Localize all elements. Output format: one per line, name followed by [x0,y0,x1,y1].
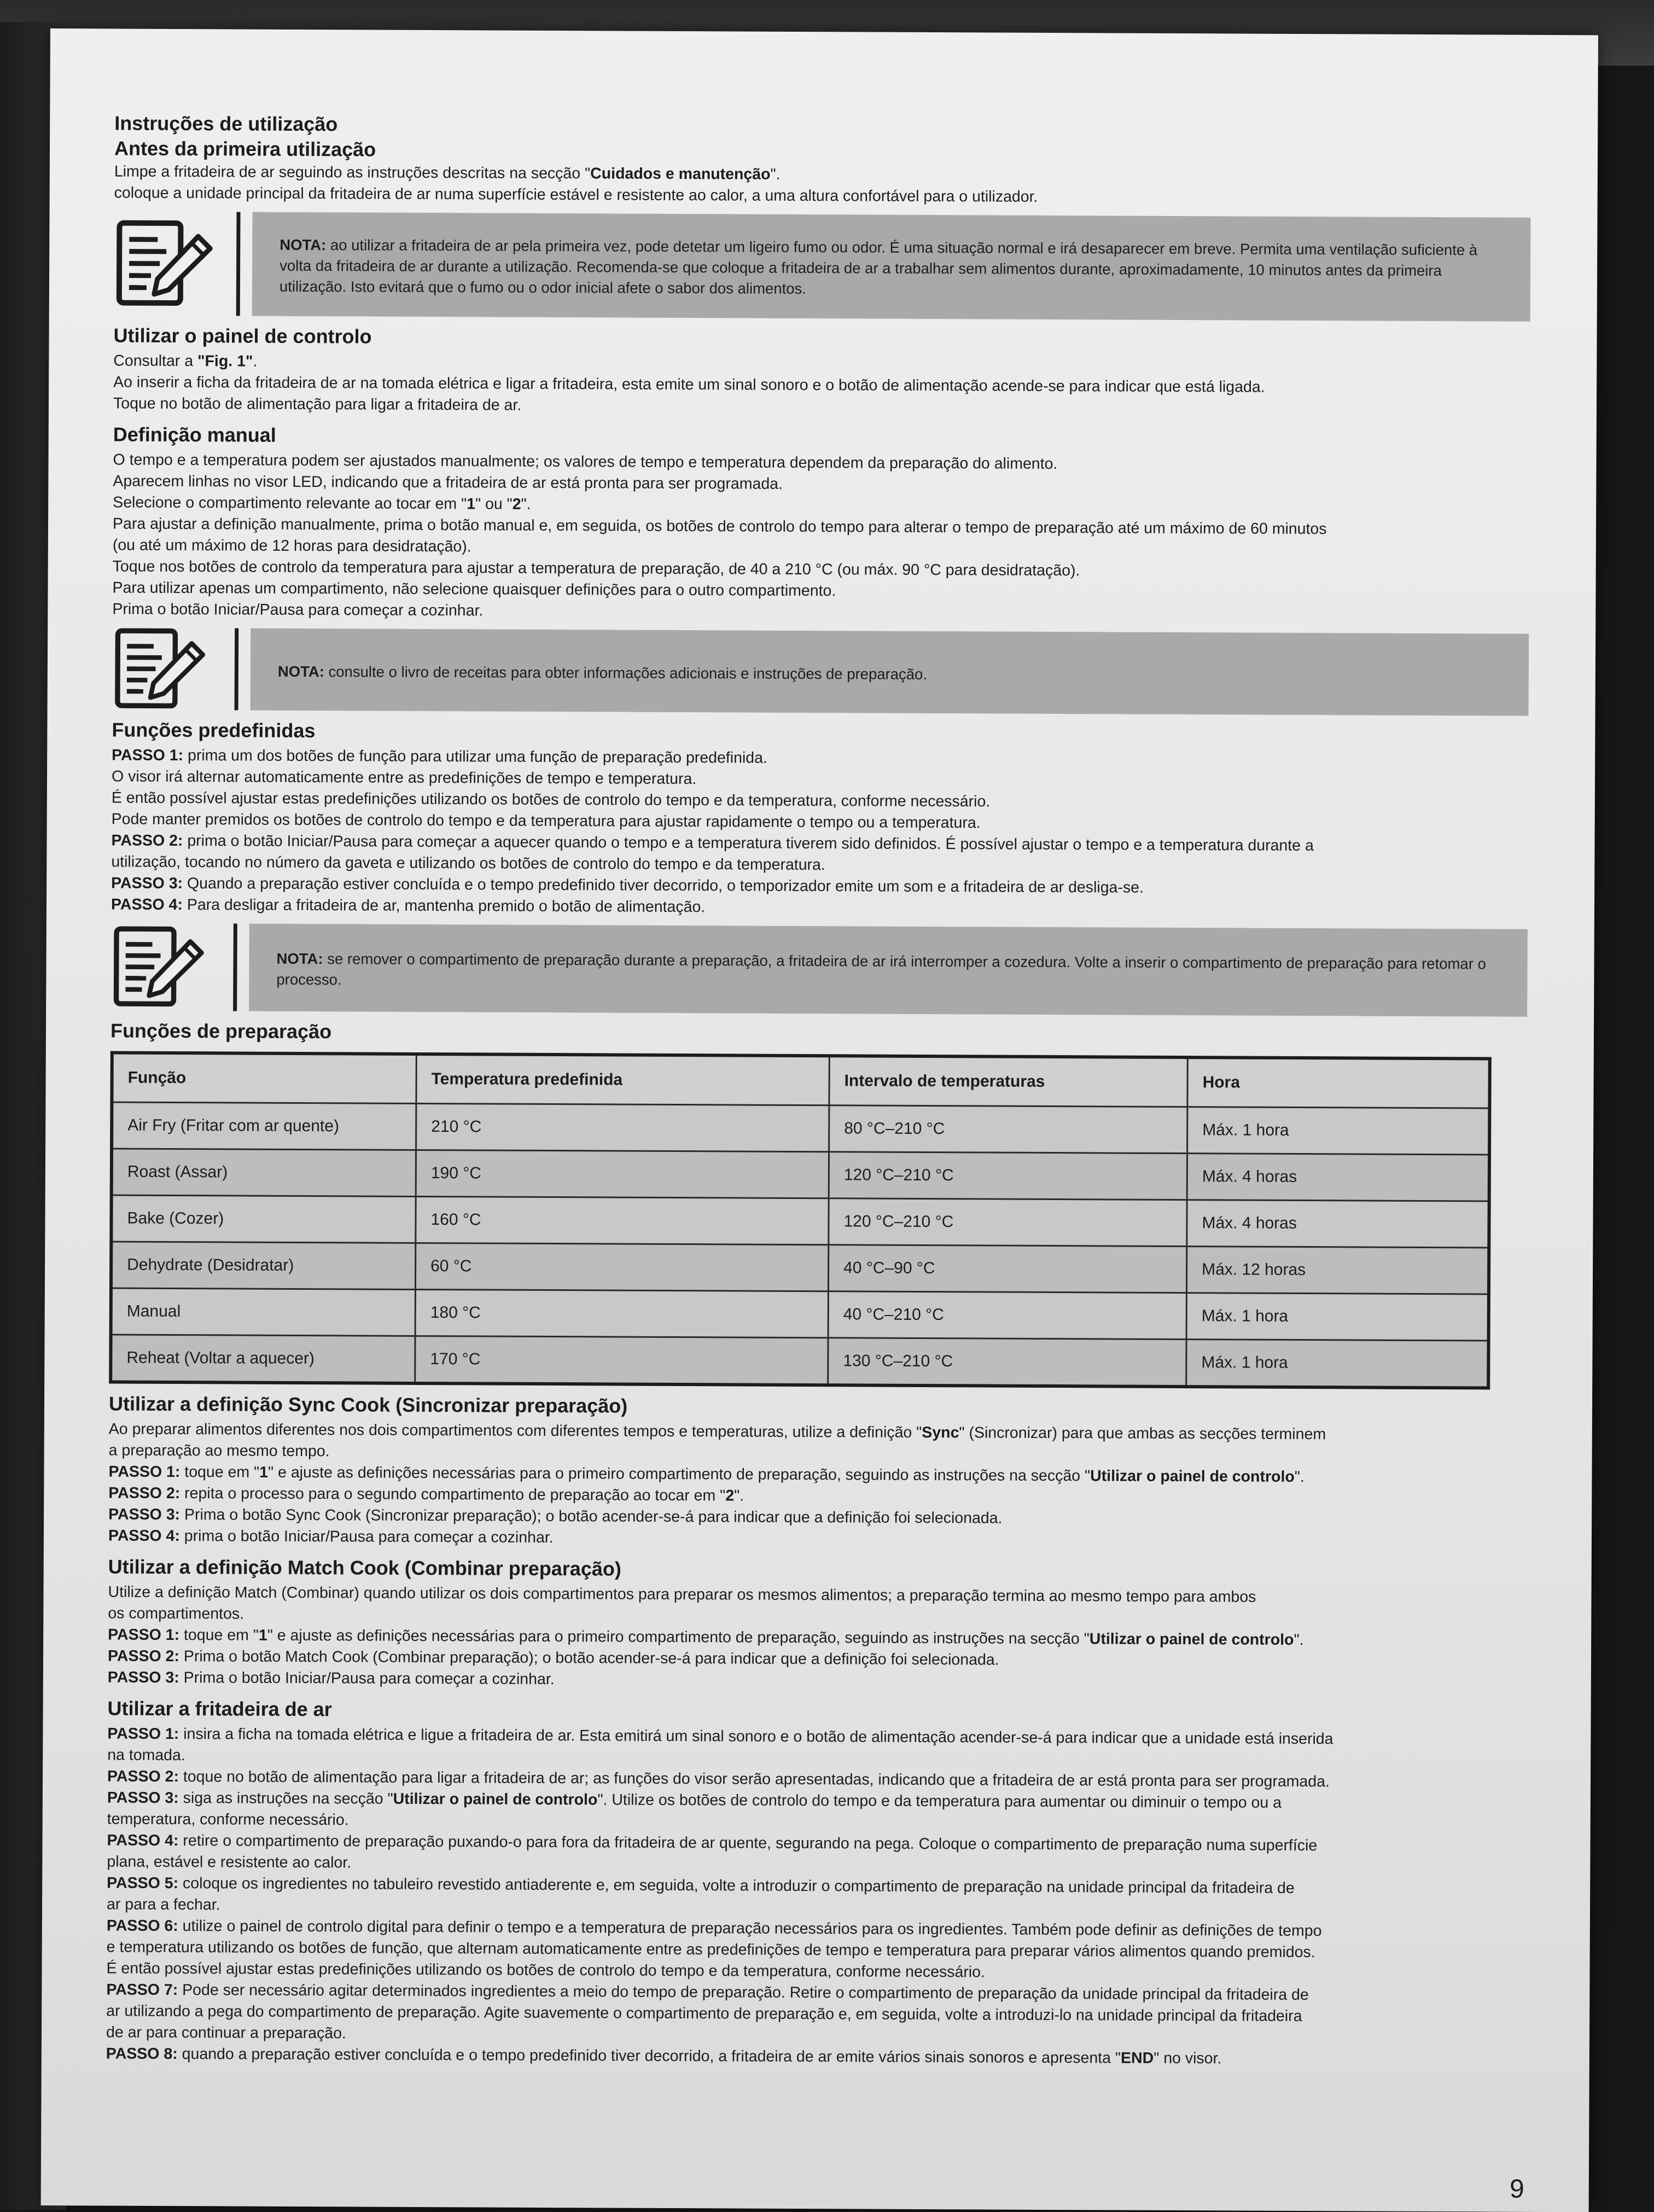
table-cell: Máx. 4 horas [1187,1200,1489,1248]
use-step-3-line-2: temperatura, conforme necessário. [107,1808,1524,1836]
use-step-1: PASSO 1: insira a ficha na tomada elétrica e ligue a fritadeira de ar. Esta emitirá um sinal sonoro e o botão de alimentação acender-se-á para indicar que a unidade está inserida [107,1723,1524,1750]
table-cell: 40 °C–90 °C [828,1245,1186,1293]
table-row [110,1335,1488,1388]
table-row [112,1149,1489,1201]
table-cell: 130 °C–210 °C [828,1338,1186,1387]
match-step-1: PASSO 1: toque em "1" e ajuste as definições necessárias para o primeiro compartimento de preparação, seguindo as instruções na secção "Utilizar o painel de controlo". [108,1624,1524,1651]
presets-step-2: PASSO 2: prima o botão Iniciar/Pausa para começar a aquecer quando o tempo e a temperatura tiverem sido definidos. É possível ajustar o tempo e a temperatura durante a [111,830,1528,858]
manual-line-6: Toque nos botões de controlo da temperatura para ajustar a temperatura de preparação, de 40 a 210 °C (ou máx. 90 °C para desidratação). [113,556,1529,584]
use-step-4-line-2: plana, estável e resistente ao calor. [107,1851,1523,1878]
sync-step-1: PASSO 1: toque em "1" e ajuste as definições necessárias para o primeiro compartimento de preparação, seguindo as instruções na secção "Utilizar o painel de controlo". [108,1461,1525,1488]
note-pencil-icon [110,923,237,1011]
table-cell: 120 °C–210 °C [829,1198,1187,1247]
use-step-6-line-2: e temperatura utilizando os botões de função, que alternam automaticamente entre as predefinições de tempo e temperatura para preparar vários alimentos quando premidos. [107,1936,1523,1964]
page-content [106,111,1531,2071]
table-cell: Máx. 1 hora [1186,1293,1489,1341]
table-cell: Reheat (Voltar a aquecer) [110,1335,415,1383]
table-cell: 160 °C [416,1196,829,1244]
table-cell: 180 °C [415,1289,828,1337]
use-step-1-line-2: na tomada. [107,1744,1524,1772]
section-heading-first-use: Antes da primeira utilização [114,136,1531,167]
sync-step-2: PASSO 2: repita o processo para o segundo compartimento de preparação ao tocar em "2". [108,1482,1525,1510]
table-cell: Máx. 4 horas [1187,1154,1489,1201]
manual-line-5: (ou até um máximo de 12 horas para desidratação). [113,535,1529,562]
presets-step-1-line-3: É então possível ajustar estas predefinições utilizando os botões de controlo do tempo e da temperatura, conforme necessário. [112,788,1528,815]
table-header-cell: Intervalo de temperaturas [829,1056,1187,1107]
presets-step-1-line-2: O visor irá alternar automaticamente entre as predefinições de tempo e temperatura. [112,766,1528,794]
note-remove-drawer [110,923,1528,1016]
note-box: NOTA: se remover o compartimento de preparação durante a preparação, a fritadeira de ar irá interromper a cozedura. Volte a inserir o compartimento de preparação para retomar o processo. [249,924,1528,1017]
table-cell: Bake (Cozer) [111,1195,416,1243]
table-cell: 210 °C [416,1103,829,1151]
use-step-5-line-2: ar para a fechar. [107,1894,1523,1921]
use-step-7: PASSO 7: Pode ser necessário agitar determinados ingredientes a meio do tempo de preparação. Retire o compartimento de preparação da unidade principal da fritadeira de [106,1979,1523,2006]
sync-line-1: Ao preparar alimentos diferentes nos dois compartimentos com diferentes tempos e temperaturas, utilize a definição "Sync" (Sincronizar) para que ambas as secções terminem [109,1418,1525,1446]
table-cell: Dehydrate (Desidratar) [111,1242,416,1289]
presets-step-3: PASSO 3: Quando a preparação estiver concluída e o tempo predefinido tiver decorrido, o temporizador emite um som e a fritadeira de ar desliga-se. [111,873,1528,900]
note-box: NOTA: ao utilizar a fritadeira de ar pela primeira vez, pode detetar um ligeiro fumo ou odor. É uma situação normal e irá desaparecer em breve. Permita uma ventilação suficiente à volta da fritadeira de ar durante a utilização. Recomenda-se que coloque a fritadeira de ar a trabalhar sem alimentos durante, aproximadamente, 10 minutos antes da primeira utilização. Isto evitará que o fumo ou o odor inicial afete o sabor dos alimentos. [252,212,1531,322]
table-row [111,1195,1489,1248]
section-heading-presets: Funções predefinidas [112,718,1528,749]
sync-step-3: PASSO 3: Prima o botão Sync Cook (Sincronizar preparação); o botão acender-se-á para indicar que a definição foi selecionada. [108,1504,1525,1531]
table-cell: Máx. 12 horas [1186,1247,1489,1294]
table-cell: Air Fry (Fritar com ar quente) [112,1102,416,1150]
control-line-1: Ao inserir a ficha da fritadeira de ar na tomada elétrica e ligar a fritadeira, esta emite um sinal sonoro e o botão de alimentação acende-se para indicar que está ligada. [113,372,1530,399]
note-pencil-icon [114,212,241,316]
use-step-6-line-3: É então possível ajustar estas predefinições utilizando os botões de controlo do tempo e da temperatura, conforme necessário. [106,1958,1523,1985]
table-cell: Máx. 1 hora [1186,1340,1489,1388]
table-header-cell: Temperatura predefinida [416,1054,829,1105]
sync-line-2: a preparação ao mesmo tempo. [109,1440,1525,1467]
note-pencil-icon [112,628,239,711]
table-cell: 60 °C [415,1243,828,1291]
table-cell: Manual [111,1288,416,1336]
table-row [112,1102,1489,1155]
section-heading-control-panel: Utilizar o painel de controlo [113,323,1530,354]
table-cell: 170 °C [415,1336,828,1385]
use-step-3: PASSO 3: siga as instruções na secção "Utilizar o painel de controlo". Utilize os botões de controlo do tempo e da temperatura para aumentar ou diminuir o tempo ou a [107,1787,1524,1814]
note-recipes [112,628,1529,716]
section-heading-use-air-fryer: Utilizar a fritadeira de ar [107,1696,1524,1727]
intro-line-2: coloque a unidade principal da fritadeira de ar numa superfície estável e resistente ao calor, a uma altura confortável para o utilizador. [114,183,1531,210]
use-step-5: PASSO 5: coloque os ingredientes no tabuleiro revestido antiaderente e, em seguida, volte a introduzir o compartimento de preparação na unidade principal da fritadeira de [107,1872,1523,1900]
match-line-1: Utilize a definição Match (Combinar) quando utilizar os dois compartimentos para preparar os mesmos alimentos; a preparação termina ao mesmo tempo para ambos [108,1581,1524,1609]
table-cell: Roast (Assar) [112,1149,416,1196]
presets-step-2-line-2: utilização, tocando no número da gaveta e utilizando os botões de controlo do tempo e da temperatura. [111,852,1528,879]
section-heading-manual: Definição manual [113,422,1530,453]
presets-step-4: PASSO 4: Para desligar a fritadeira de ar, mantenha premido o botão de alimentação. [111,894,1528,921]
manual-line-3: Selecione o compartimento relevante ao tocar em "1" ou "2". [113,492,1529,520]
use-step-8: PASSO 8: quando a preparação estiver concluída e o tempo predefinido tiver decorrido, a fritadeira de ar emite vários sinais sonoros e apresenta "END" no visor. [106,2043,1523,2070]
manual-line-7: Para utilizar apenas um compartimento, não selecione quaisquer definições para o outro compartimento. [112,578,1529,605]
note-box: NOTA: consulte o livro de receitas para obter informações adicionais e instruções de preparação. [251,628,1529,716]
match-step-3: PASSO 3: Prima o botão Iniciar/Pausa para começar a cozinhar. [108,1667,1524,1694]
note-first-use [114,212,1531,322]
use-step-4: PASSO 4: retire o compartimento de preparação puxando-o para fora da fritadeira de ar quente, segurando na pega. Coloque o compartimento de preparação numa superfície [107,1830,1523,1857]
table-cell: Máx. 1 hora [1187,1107,1490,1155]
section-heading-match-cook: Utilizar a definição Match Cook (Combinar preparação) [108,1554,1525,1585]
cooking-functions-table [109,1051,1492,1389]
table-row [111,1288,1489,1341]
table-cell: 40 °C–210 °C [828,1291,1186,1340]
manual-line-1: O tempo e a temperatura podem ser ajustados manualmente; os valores de tempo e temperatura dependem da preparação do alimento. [113,450,1529,477]
use-step-2: PASSO 2: toque no botão de alimentação para ligar a fritadeira de ar; as funções do visor serão apresentadas, indicando que a fritadeira de ar está pronta para ser programada. [107,1766,1524,1793]
table-header-cell: Hora [1187,1057,1490,1108]
control-line-2: Toque no botão de alimentação para ligar a fritadeira de ar. [113,393,1530,421]
manual-line-2: Aparecem linhas no visor LED, indicando que a fritadeira de ar está pronta para ser programada. [113,471,1529,498]
page-title: Instruções de utilização [114,111,1531,142]
table-cell: 80 °C–210 °C [829,1105,1187,1154]
section-heading-cooking-functions: Funções de preparação [110,1018,1527,1049]
table-cell: 190 °C [416,1150,829,1198]
table-header-row [112,1053,1489,1108]
use-step-7-line-3: de ar para continuar a preparação. [106,2022,1523,2049]
match-step-2: PASSO 2: Prima o botão Match Cook (Combinar preparação); o botão acender-se-á para indicar que a definição foi selecionada. [108,1645,1524,1673]
manual-page [41,28,1598,2212]
table-row [111,1242,1489,1294]
page-number: 9 [1510,2174,1524,2204]
section-heading-sync-cook: Utilizar a definição Sync Cook (Sincronizar preparação) [109,1391,1525,1422]
intro-line-1: Limpe a fritadeira de ar seguindo as instruções descritas na secção "Cuidados e manutenção". [114,161,1531,189]
manual-line-8: Prima o botão Iniciar/Pausa para começar a cozinhar. [112,599,1529,626]
table-cell: 120 °C–210 °C [829,1152,1187,1200]
manual-line-4: Para ajustar a definição manualmente, prima o botão manual e, em seguida, os botões de controlo do tempo para alterar o tempo de preparação até um máximo de 60 minutos [113,514,1529,541]
use-step-6: PASSO 6: utilize o painel de controlo digital para definir o tempo e a temperatura de preparação necessários para os ingredientes. Também pode definir as definições de tempo [107,1915,1523,1942]
match-line-2: os compartimentos. [108,1603,1524,1630]
table-header-cell: Função [112,1053,416,1104]
presets-step-1: PASSO 1: prima um dos botões de função para utilizar uma função de preparação predefinida. [112,745,1528,772]
control-ref: Consultar a "Fig. 1". [113,351,1530,378]
use-step-7-line-2: ar utilizando a pega do compartimento de preparação. Agite suavemente o compartimento de preparação e, em seguida, volte a introduzi-lo na unidade principal da fritadeira [106,2000,1523,2028]
sync-step-4: PASSO 4: prima o botão Iniciar/Pausa para começar a cozinhar. [108,1525,1525,1552]
presets-step-1-line-4: Pode manter premidos os botões de controlo do tempo e da temperatura para ajustar rapidamente o tempo ou a temperatura. [112,809,1528,836]
